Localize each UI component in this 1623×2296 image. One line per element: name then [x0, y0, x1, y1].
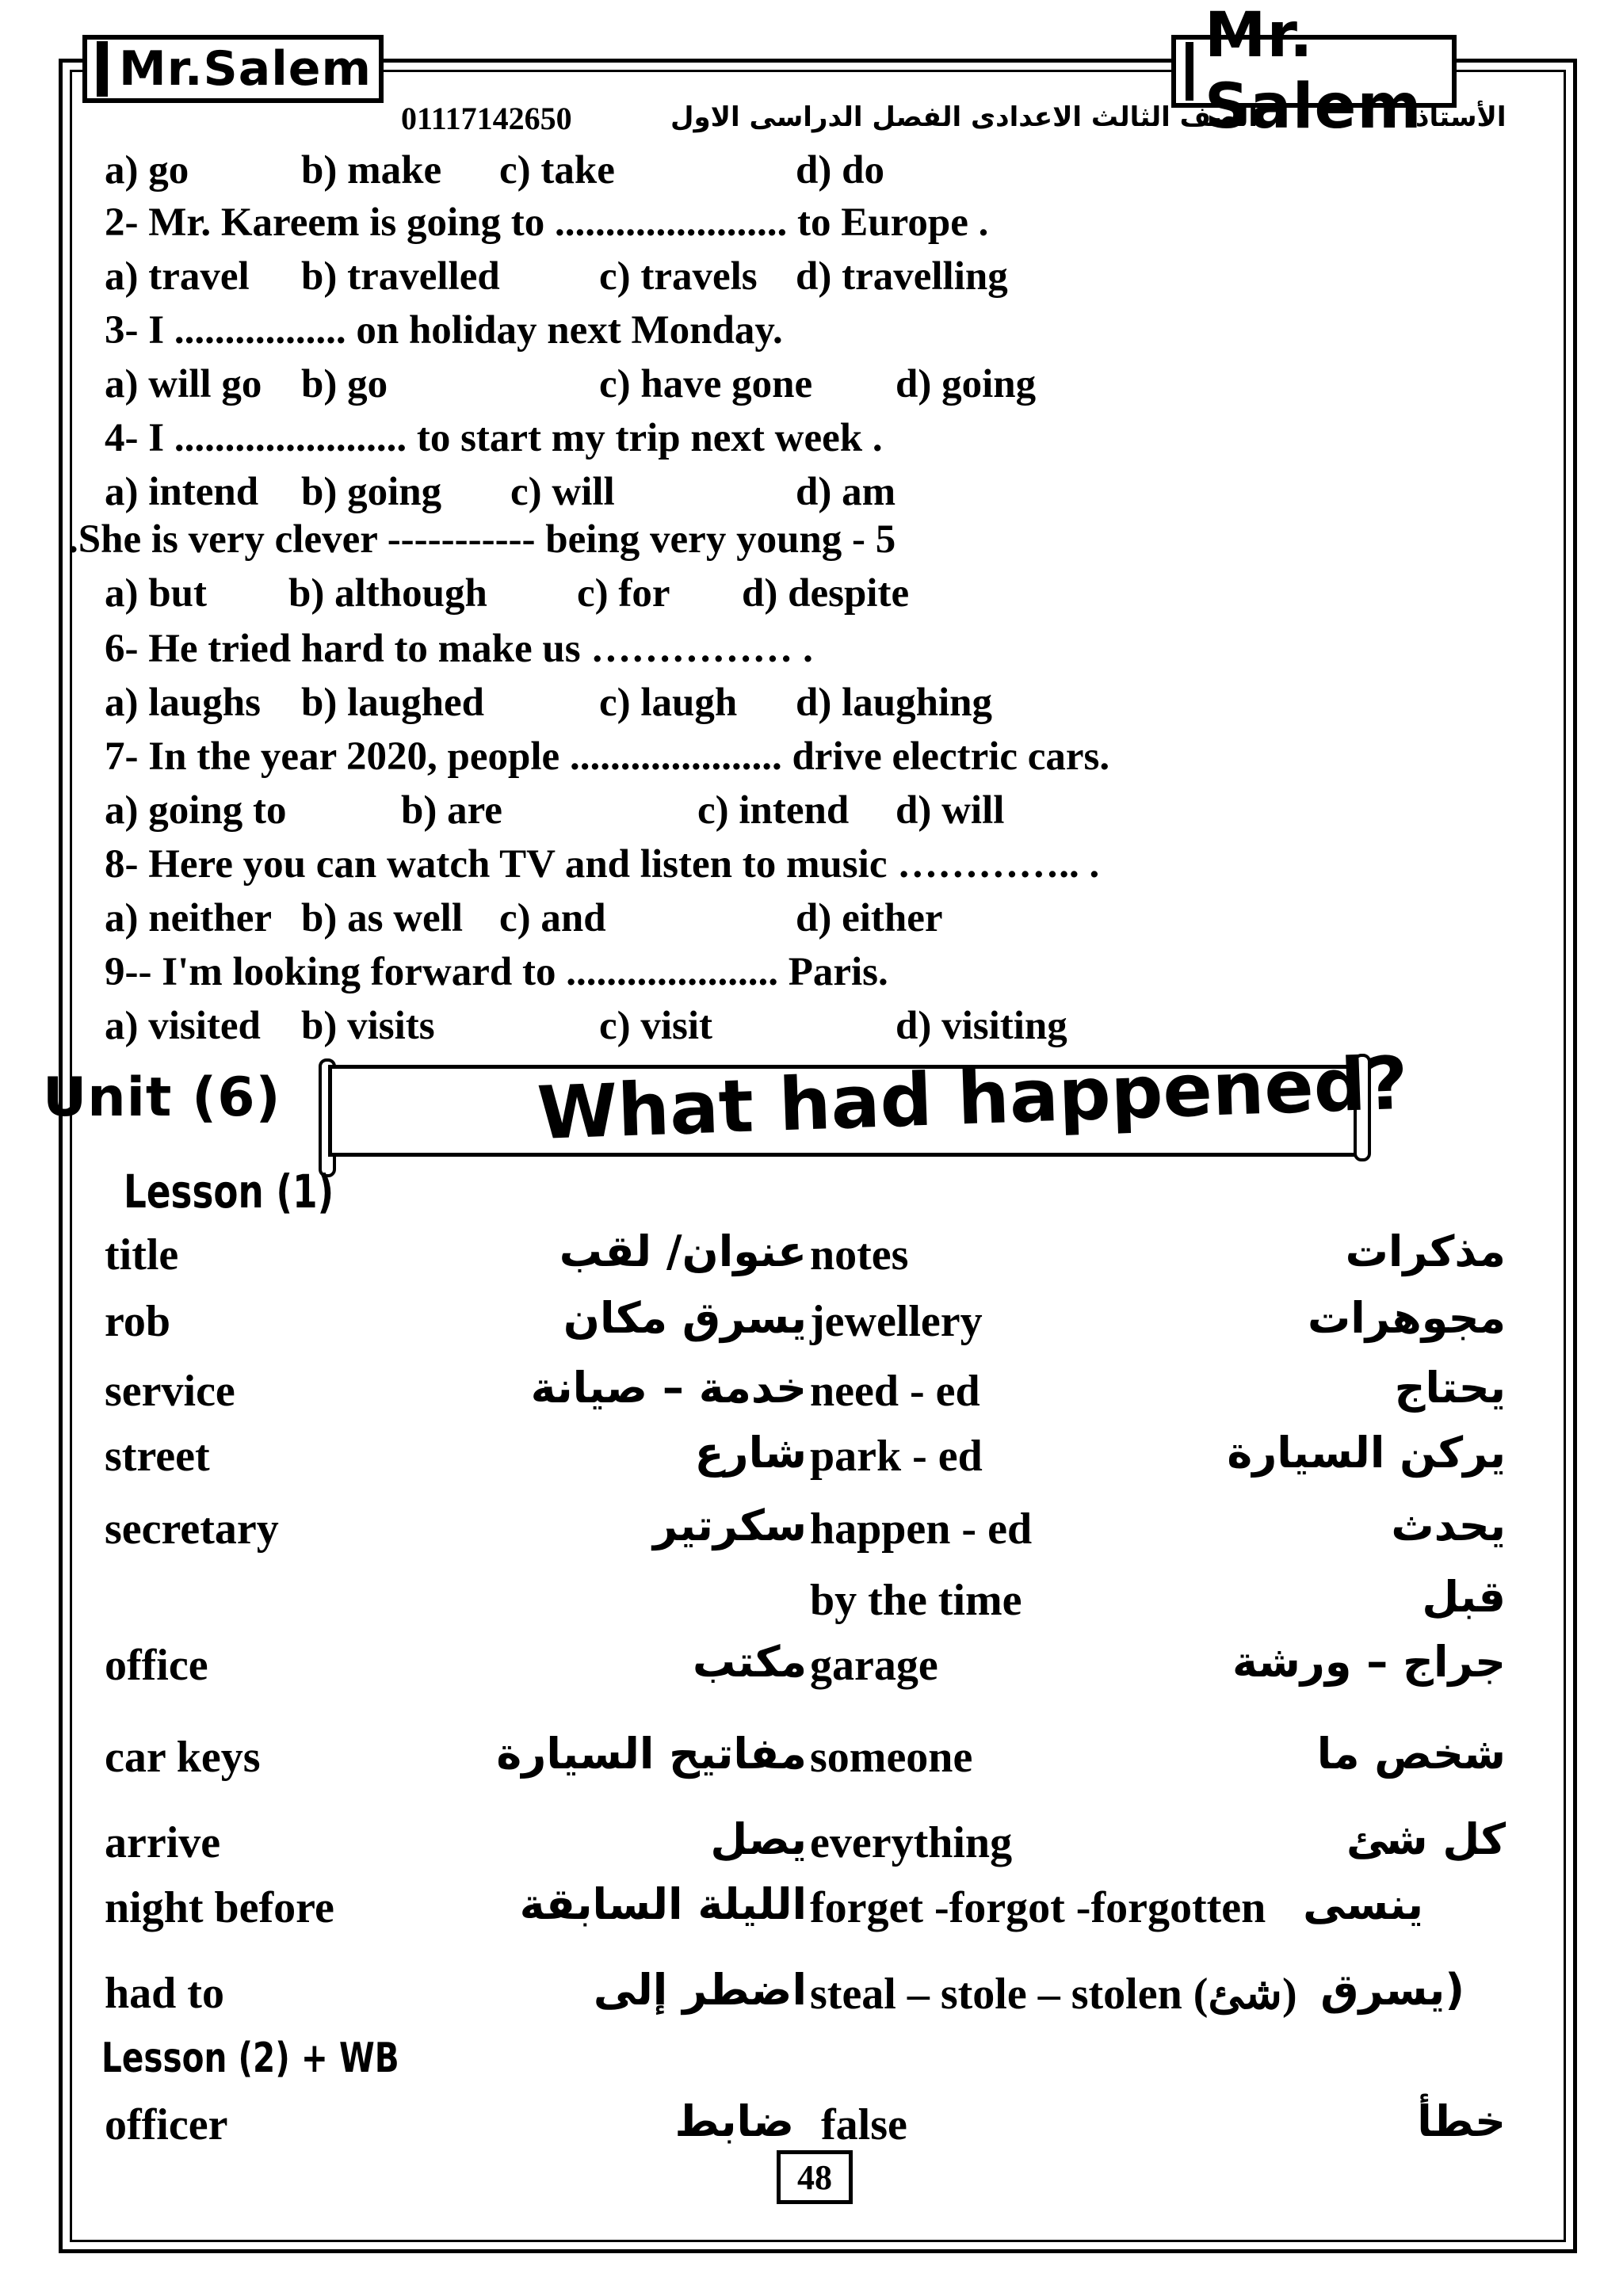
option-b: b) visits [301, 1004, 435, 1048]
phone-number: 01117142650 [401, 101, 572, 136]
grade-term: الصف الثالث الاعدادى الفصل الدراسى الاول [670, 101, 1258, 133]
vocab-arabic: يصل [710, 1814, 807, 1864]
option-b: b) going [301, 470, 442, 514]
vocab-english: had to [105, 1969, 224, 2018]
option-a: a) visited [105, 1004, 261, 1048]
option-a: a) going to [105, 788, 287, 833]
option-c: c) travels [599, 254, 758, 299]
option-c: c) and [499, 896, 606, 940]
option-b: b) are [401, 788, 502, 833]
option-d: d) will [896, 788, 1005, 833]
unit-label: Unit (6) [43, 1066, 281, 1129]
vocab-english: forget -forgot -forgotten [810, 1883, 1266, 1932]
vocab-arabic: خطأ [1417, 2096, 1506, 2146]
vocab-arabic: شخص ما [1316, 1729, 1506, 1779]
option-b: b) although [288, 571, 487, 616]
vocab-arabic: (يسرق [1320, 1965, 1465, 2015]
option-c: c) laugh [599, 681, 738, 725]
vocab-arabic: الليلة السابقة [519, 1879, 807, 1929]
option-b: b) laughed [301, 681, 484, 725]
question-7: 7- In the year 2020, people ..................... drive electric cars. [105, 734, 1110, 779]
vocab-arabic: خدمة – صيانة [530, 1363, 807, 1413]
vocab-english: rob [105, 1297, 170, 1346]
vocab-arabic: مفاتيح السيارة [496, 1729, 807, 1779]
vocab-arabic: جراج – ورشة [1232, 1637, 1506, 1687]
vocab-arabic: اضطر إلى [593, 1965, 807, 2015]
question-4: 4- I ....................... to start my trip next week . [105, 416, 883, 460]
question-8: 8- Here you can watch TV and listen to music ………….. . [105, 842, 1100, 887]
vocab-arabic: يسرق مكان [563, 1293, 807, 1343]
vocab-english: car keys [105, 1733, 261, 1782]
option-c: c) intend [697, 788, 850, 833]
lesson-1-heading: Lesson (1) [124, 1165, 334, 1219]
vocab-english: everything [810, 1818, 1013, 1867]
option-a: a) go [105, 148, 189, 193]
vocab-english: garage [810, 1641, 938, 1690]
option-d: d) am [796, 470, 896, 514]
option-c: c) visit [599, 1004, 713, 1048]
vocab-arabic: مذكرات [1345, 1226, 1506, 1276]
question-6: 6- He tried hard to make us …………… . [105, 627, 813, 671]
logo-left-text: Mr.Salem [119, 41, 372, 97]
vocab-arabic: شارع [694, 1428, 807, 1478]
vocab-english: steal – stole – stolen (شئ) [810, 1970, 1297, 2019]
option-b: b) go [301, 362, 388, 406]
question-3: 3- I ................. on holiday next Monday. [105, 308, 783, 353]
unit-title: What had happened? [536, 1040, 1410, 1156]
vocab-english: office [105, 1641, 208, 1690]
option-b: b) as well [301, 896, 463, 940]
vocab-english: park - ed [810, 1432, 983, 1481]
vocab-english: officer [105, 2100, 228, 2149]
question-2: 2- Mr. Kareem is going to ....................... to Europe . [105, 200, 989, 245]
logo-right-text: Mr. Salem [1204, 0, 1423, 143]
logo-bar-icon [97, 41, 108, 97]
option-c: c) will [510, 470, 615, 514]
vocab-english: jewellery [810, 1297, 983, 1346]
option-d: d) visiting [896, 1004, 1067, 1048]
option-a: a) travel [105, 254, 250, 299]
vocab-arabic: عنوان/ لقب [559, 1226, 807, 1276]
option-c: c) have gone [599, 362, 813, 406]
vocab-english: false [821, 2100, 907, 2149]
logo-right [1171, 0, 1457, 143]
option-c: c) for [577, 571, 670, 616]
vocab-arabic: قبل [1422, 1572, 1506, 1622]
option-b: b) make [301, 148, 442, 193]
vocab-english: street [105, 1432, 210, 1481]
vocab-english: happen - ed [810, 1505, 1033, 1554]
vocab-arabic: كل شئ [1346, 1814, 1506, 1864]
question-9: 9-- I'm looking forward to ..................... Paris. [105, 950, 888, 994]
logo-bar-icon [1186, 42, 1193, 101]
vocab-english: notes [810, 1230, 909, 1280]
vocab-arabic: مكتب [692, 1637, 807, 1687]
option-d: d) despite [742, 571, 910, 616]
lesson-2-heading: Lesson (2) + WB [101, 2035, 399, 2082]
vocab-english: by the time [810, 1576, 1022, 1625]
option-b: b) travelled [301, 254, 500, 299]
option-a: a) will go [105, 362, 262, 406]
option-a: a) laughs [105, 681, 261, 725]
vocab-english: arrive [105, 1818, 221, 1867]
option-a: a) but [105, 571, 207, 616]
vocab-arabic: يحتاج [1394, 1363, 1506, 1413]
page-number: 48 [777, 2150, 853, 2204]
vocab-arabic: سكرتير [652, 1501, 807, 1550]
vocab-arabic: يحدث [1391, 1501, 1506, 1550]
option-a: a) neither [105, 896, 273, 940]
vocab-arabic: ينسى [1303, 1879, 1423, 1929]
option-d: d) either [796, 896, 943, 940]
vocab-arabic: يركن السيارة [1227, 1428, 1506, 1478]
question-5: .She is very clever ----------- being very young - 5 [68, 517, 896, 562]
vocab-english: secretary [105, 1505, 279, 1554]
option-d: d) laughing [796, 681, 993, 725]
option-d: d) going [896, 362, 1037, 406]
vocab-arabic: ضابط [674, 2096, 794, 2146]
vocab-english: title [105, 1230, 179, 1280]
vocab-english: night before [105, 1883, 334, 1932]
option-d: d) do [796, 148, 884, 193]
option-a: a) intend [105, 470, 259, 514]
teacher-title: الأستاذ [1415, 101, 1507, 133]
logo-left [82, 35, 384, 103]
option-d: d) travelling [796, 254, 1008, 299]
vocab-arabic: مجوهرات [1307, 1293, 1506, 1343]
vocab-english: service [105, 1367, 235, 1416]
vocab-english: need - ed [810, 1367, 980, 1416]
vocab-english: someone [810, 1733, 973, 1782]
option-c: c) take [499, 148, 615, 193]
